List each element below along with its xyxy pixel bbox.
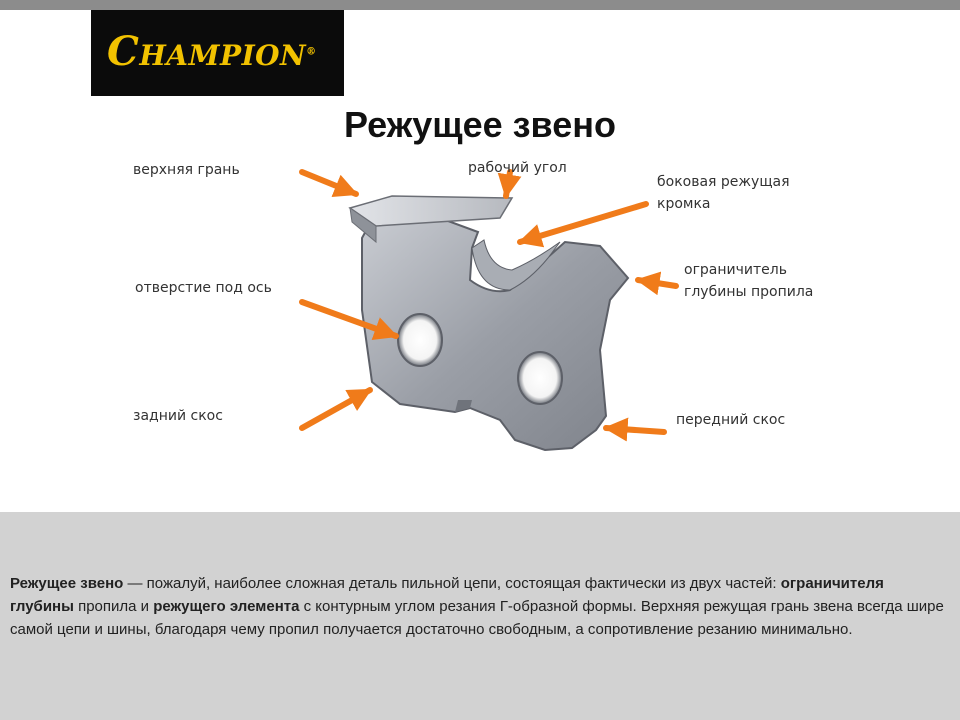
top-face-plate [350, 196, 512, 226]
label-top-face: верхняя грань [133, 162, 240, 178]
logo-text: CHAMPION® [107, 28, 317, 75]
term-cutting-element: режущего элемента [153, 598, 300, 615]
arrow-side-edge [520, 204, 646, 242]
cutting-link-illustration [0, 150, 960, 510]
label-axle-hole: отверстие под ось [135, 280, 272, 296]
label-depth-limiter-line1: ограничитель [684, 262, 787, 278]
champion-logo [91, 10, 344, 96]
slide-title: Режущее звено [344, 104, 616, 145]
label-working-angle: рабочий угол [468, 160, 567, 176]
cutting-link-diagram [0, 150, 960, 510]
label-front-bevel: передний скос [676, 412, 786, 428]
description-text: Режущее звено — пожалуй, наиболее сложная деталь пильной цепи, состоящая фактически из двух частей: ограничителя глубины пропила и режущего элемента с контурным углом резания Г-образной формы. Верхняя режущая грань звена всегда шире самой цепи и шины, благодаря чему пропил получается достаточно свободным, а сопротивление резанию минимально. [10, 575, 944, 638]
label-side-edge-line2: кромка [657, 196, 711, 212]
axle-hole-rear [398, 314, 442, 366]
label-depth-limiter-line2: глубины пропила [684, 284, 814, 300]
description-panel [0, 512, 960, 720]
arrow-depth-limiter [638, 280, 676, 286]
term-cutting-link: Режущее звено [10, 575, 124, 592]
label-rear-bevel: задний скос [133, 408, 223, 424]
arrow-front-bevel [606, 428, 664, 432]
arrow-top-face [302, 172, 356, 194]
label-side-edge-line1: боковая режущая [657, 174, 790, 190]
top-bar [0, 0, 960, 10]
term-depth-limiter: ограничителя глубины [10, 575, 884, 615]
arrow-rear-bevel [302, 390, 370, 428]
axle-hole-front [518, 352, 562, 404]
